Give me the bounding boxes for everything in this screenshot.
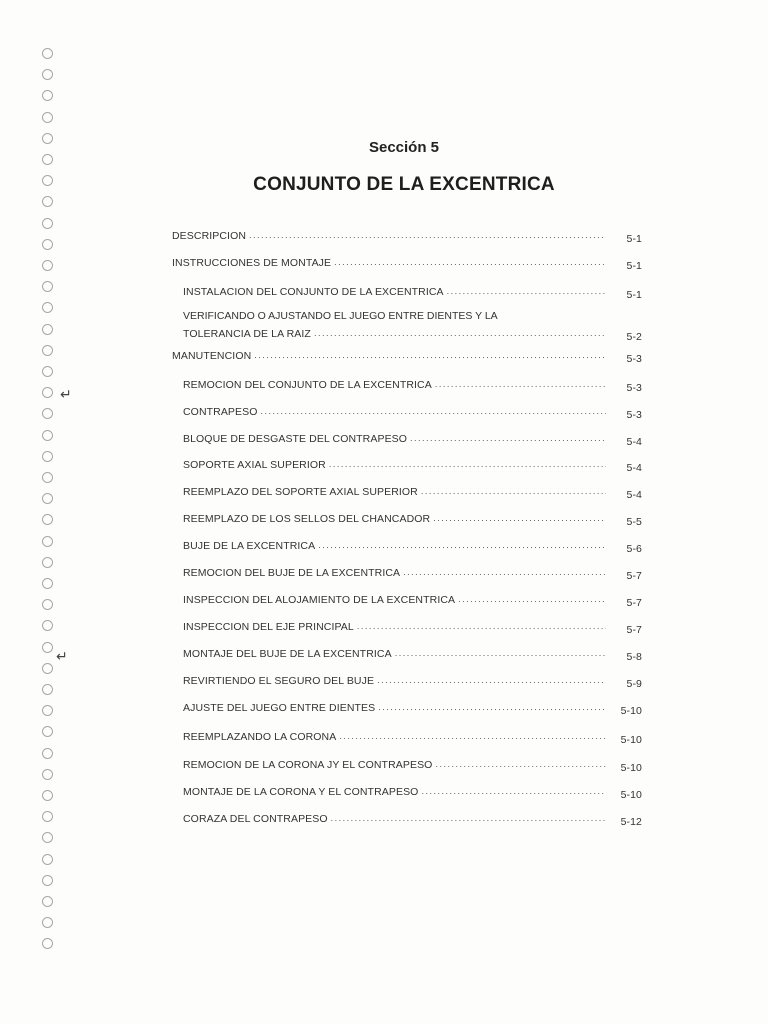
binder-hole xyxy=(42,642,53,653)
binder-hole xyxy=(42,324,53,335)
toc-leader-dots xyxy=(403,567,606,577)
toc-page-number: 5-3 xyxy=(626,409,642,421)
toc-entry xyxy=(172,280,642,301)
toc-entry xyxy=(172,400,642,421)
toc-leader-dots xyxy=(254,350,606,360)
toc-entry xyxy=(172,725,642,746)
toc-page-number: 5-7 xyxy=(626,597,642,609)
toc-leader-dots xyxy=(395,648,606,658)
binder-hole xyxy=(42,705,53,716)
binder-hole xyxy=(42,896,53,907)
toc-leader-dots xyxy=(314,328,606,338)
binder-hole xyxy=(42,196,53,207)
toc-page-number: 5-10 xyxy=(620,762,642,774)
toc-page-number: 5-6 xyxy=(626,543,642,555)
binder-hole xyxy=(42,387,53,398)
toc-page-number: 5-10 xyxy=(620,705,642,717)
binder-hole xyxy=(42,239,53,250)
toc-leader-dots xyxy=(261,406,606,416)
binder-hole xyxy=(42,917,53,928)
binder-hole xyxy=(42,832,53,843)
toc-entry-text: INSPECCION DEL EJE PRINCIPAL xyxy=(183,621,354,633)
toc-page-number: 5-7 xyxy=(626,624,642,636)
binder-hole xyxy=(42,578,53,589)
toc-entry-text: REEMPLAZANDO LA CORONA xyxy=(183,731,337,743)
toc-entry-text: INSTALACION DEL CONJUNTO DE LA EXCENTRICA xyxy=(183,286,444,298)
binder-hole xyxy=(42,218,53,229)
toc-entry-text: DESCRIPCION xyxy=(172,230,247,242)
toc-leader-dots xyxy=(357,621,606,631)
toc-leader-dots xyxy=(377,675,606,685)
binder-hole xyxy=(42,620,53,631)
toc-page-number: 5-4 xyxy=(626,436,642,448)
toc-entry-text: REVIRTIENDO EL SEGURO DEL BUJE xyxy=(183,675,375,687)
toc-leader-dots xyxy=(410,433,606,443)
pen-mark: ↵ xyxy=(56,648,68,664)
toc-leader-dots xyxy=(339,731,606,741)
toc-entry xyxy=(172,807,642,828)
toc-leader-dots xyxy=(318,540,606,550)
toc-leader-dots xyxy=(421,786,606,796)
toc-entry xyxy=(172,642,642,663)
toc-entry xyxy=(172,615,642,636)
toc-page-number: 5-3 xyxy=(626,353,642,365)
binder-hole xyxy=(42,302,53,313)
toc-leader-dots xyxy=(378,702,606,712)
toc-entry xyxy=(172,322,642,343)
toc-entry-text: MONTAJE DE LA CORONA Y EL CONTRAPESO xyxy=(183,786,419,798)
toc-leader-dots xyxy=(329,459,606,469)
toc-page-number: 5-10 xyxy=(620,734,642,746)
toc-entry-text: MANUTENCION xyxy=(172,350,252,362)
toc-page-number: 5-9 xyxy=(626,678,642,690)
toc-page-number: 5-3 xyxy=(626,382,642,394)
binder-hole xyxy=(42,472,53,483)
binder-hole xyxy=(42,90,53,101)
toc-page-number: 5-10 xyxy=(620,789,642,801)
toc-leader-dots xyxy=(458,594,606,604)
toc-entry xyxy=(172,373,642,394)
binder-hole xyxy=(42,811,53,822)
toc-entry-text: REEMPLAZO DEL SOPORTE AXIAL SUPERIOR xyxy=(183,486,418,498)
toc-page-number: 5-1 xyxy=(626,260,642,272)
toc-page-number: 5-8 xyxy=(626,651,642,663)
toc-entry xyxy=(172,588,642,609)
toc-page-number: 5-4 xyxy=(626,489,642,501)
toc-leader-dots xyxy=(421,486,606,496)
binder-hole xyxy=(42,69,53,80)
toc-leader-dots xyxy=(331,813,606,823)
toc-entry xyxy=(172,669,642,690)
toc-leader-dots xyxy=(249,230,606,240)
binder-hole xyxy=(42,557,53,568)
toc-entry-text: VERIFICANDO O AJUSTANDO EL JUEGO ENTRE DIENTES Y LA xyxy=(183,310,498,322)
page-title: CONJUNTO DE LA EXCENTRICA xyxy=(253,174,555,195)
toc-entry xyxy=(172,561,642,582)
toc-entry-text: INSTRUCCIONES DE MONTAJE xyxy=(172,257,332,269)
toc-page-number: 5-7 xyxy=(626,570,642,582)
toc-entry xyxy=(172,251,642,272)
toc-entry-text: SOPORTE AXIAL SUPERIOR xyxy=(183,459,326,471)
toc-entry-text: REMOCION DEL BUJE DE LA EXCENTRICA xyxy=(183,567,401,579)
binder-hole xyxy=(42,790,53,801)
toc-entry-text: REMOCION DEL CONJUNTO DE LA EXCENTRICA xyxy=(183,379,432,391)
toc-entry xyxy=(172,780,642,801)
binder-hole xyxy=(42,112,53,123)
toc-leader-dots xyxy=(435,759,606,769)
toc-page-number: 5-4 xyxy=(626,462,642,474)
binder-hole xyxy=(42,430,53,441)
toc-page-number: 5-5 xyxy=(626,516,642,528)
toc-leader-dots xyxy=(334,257,606,267)
toc-entry xyxy=(172,427,642,448)
toc-page-number: 5-12 xyxy=(620,816,642,828)
toc-entry-text: INSPECCION DEL ALOJAMIENTO DE LA EXCENTRICA xyxy=(183,594,456,606)
binder-hole xyxy=(42,260,53,271)
toc-entry-text: BUJE DE LA EXCENTRICA xyxy=(183,540,316,552)
toc-entry-text: TOLERANCIA DE LA RAIZ xyxy=(183,328,311,340)
pen-mark: ↵ xyxy=(60,386,72,402)
toc-leader-dots xyxy=(447,286,606,296)
toc-leader-dots xyxy=(435,379,606,389)
binder-hole xyxy=(42,769,53,780)
toc-page-number: 5-1 xyxy=(626,233,642,245)
binder-hole xyxy=(42,938,53,949)
toc-entry xyxy=(172,696,642,717)
toc-entry xyxy=(172,534,642,555)
binder-hole xyxy=(42,281,53,292)
binder-hole xyxy=(42,875,53,886)
toc-entry xyxy=(172,224,642,245)
toc-entry xyxy=(172,344,642,365)
toc-entry xyxy=(172,480,642,501)
toc-entry xyxy=(172,753,642,774)
binder-hole xyxy=(42,854,53,865)
binder-hole xyxy=(42,408,53,419)
binder-hole xyxy=(42,451,53,462)
toc-entry-text: AJUSTE DEL JUEGO ENTRE DIENTES xyxy=(183,702,376,714)
section-label: Sección 5 xyxy=(368,139,440,156)
binder-hole xyxy=(42,684,53,695)
binder-hole xyxy=(42,514,53,525)
binder-hole xyxy=(42,748,53,759)
binder-hole xyxy=(42,599,53,610)
toc-entry-text: REEMPLAZO DE LOS SELLOS DEL CHANCADOR xyxy=(183,513,431,525)
toc-entry-text: BLOQUE DE DESGASTE DEL CONTRAPESO xyxy=(183,433,408,445)
toc-page-number: 5-2 xyxy=(626,331,642,343)
toc-entry-text: MONTAJE DEL BUJE DE LA EXCENTRICA xyxy=(183,648,392,660)
toc-entry xyxy=(172,453,642,474)
binder-hole xyxy=(42,663,53,674)
binder-hole xyxy=(42,493,53,504)
binder-hole xyxy=(42,726,53,737)
toc-leader-dots xyxy=(433,513,606,523)
toc-page-number: 5-1 xyxy=(626,289,642,301)
binder-hole xyxy=(42,366,53,377)
toc-entry-text: CONTRAPESO xyxy=(183,406,258,418)
toc-entry-text: CORAZA DEL CONTRAPESO xyxy=(183,813,328,825)
binder-hole xyxy=(42,536,53,547)
toc-entry-text: REMOCION DE LA CORONA JY EL CONTRAPESO xyxy=(183,759,433,771)
binder-hole xyxy=(42,48,53,59)
toc-entry xyxy=(172,507,642,528)
binder-hole xyxy=(42,345,53,356)
